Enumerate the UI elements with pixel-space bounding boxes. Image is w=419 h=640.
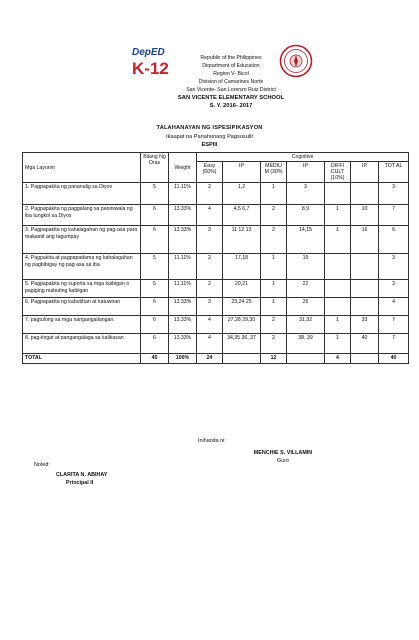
cell-layunin: 5. Pagpapakita ng suporta sa mga kaibigan o pagiging mabuting kaibigan: [23, 280, 141, 298]
header-line: Region V- Bicol: [213, 71, 249, 77]
table-row: [23, 280, 409, 298]
cell-ip: 3: [287, 183, 325, 205]
cell-medium: 1: [261, 280, 287, 298]
noted-label: Noted:: [34, 462, 50, 468]
cell-easy: 3: [197, 298, 223, 316]
cell-oras: 6: [141, 298, 169, 316]
cell-ip: 4,5 6,7: [223, 205, 261, 226]
table-row: [23, 226, 409, 254]
cell-ip: 31,32: [287, 316, 325, 334]
cell-easy: 3: [197, 226, 223, 254]
total-difficult: 4: [325, 354, 351, 364]
table-row: [23, 183, 409, 205]
cell-medium: 1: [261, 298, 287, 316]
cell-oras: 6: [141, 334, 169, 354]
school-name: SAN VICENTE ELEMENTARY SCHOOL: [177, 95, 285, 101]
school-year: S. Y. 2016- 2017: [209, 103, 253, 109]
cell-oras: 5: [141, 280, 169, 298]
table-row: [23, 334, 409, 354]
cell-ip: 20,21: [223, 280, 261, 298]
cell-ip: [351, 280, 379, 298]
cell-ip: [351, 183, 379, 205]
cell-ip: 27,28 29,30: [223, 316, 261, 334]
cell-oras: 6: [141, 316, 169, 334]
title-main: TALAHANAYAN NG ISPESIPIKASYON: [156, 125, 263, 131]
cell-ip: 19: [287, 254, 325, 280]
header-ip: IP: [287, 162, 325, 183]
cell-difficult: 1: [325, 334, 351, 354]
cell-ip: 11 12 13: [223, 226, 261, 254]
total-medium: 12: [261, 354, 287, 364]
cell-difficult: [325, 298, 351, 316]
cell-weight: 13.33%: [169, 205, 197, 226]
deped-logo-text: DepED: [132, 47, 165, 58]
total-row: [23, 354, 409, 364]
cell-difficult: 1: [325, 205, 351, 226]
cell-layunin: 8. pag-iingat at pangangalaga sa kalikasan: [23, 334, 141, 354]
table-row: [23, 316, 409, 334]
cell-layunin: 1. Pagpapakita ng pananalig sa Diyos: [23, 183, 141, 205]
table-row: [23, 205, 409, 226]
k12-logo-text: K-12: [132, 59, 169, 78]
cell-ip: 22: [287, 280, 325, 298]
table-row: [23, 298, 409, 316]
table-of-specifications: [22, 152, 409, 364]
cell-weight: 13.33%: [169, 316, 197, 334]
cell-ip: 8,9: [287, 205, 325, 226]
total-total: 40: [379, 354, 409, 364]
header-total: TOT AL: [379, 162, 409, 183]
total-label: TOTAL: [23, 354, 141, 364]
cell-weight: 13.33%: [169, 298, 197, 316]
cell-ip: 33: [351, 316, 379, 334]
cell-easy: 2: [197, 254, 223, 280]
cell-medium: 2: [261, 205, 287, 226]
cell-medium: 2: [261, 334, 287, 354]
cell-ip: 34,35 36, 37: [223, 334, 261, 354]
cell-ip: [351, 298, 379, 316]
cell-medium: 2: [261, 316, 287, 334]
cell-difficult: [325, 183, 351, 205]
cell-easy: 2: [197, 280, 223, 298]
cell-easy: 2: [197, 183, 223, 205]
cell-oras: 5: [141, 254, 169, 280]
header-weight: Weight: [169, 153, 197, 183]
cell-weight: 11.11%: [169, 254, 197, 280]
total-easy: 24: [197, 354, 223, 364]
cell-ip: 38, 39: [287, 334, 325, 354]
noted-role: Principal II: [66, 480, 94, 486]
title-subject: ESPIII: [201, 142, 218, 148]
cell-total: 3: [379, 254, 409, 280]
cell-total: 7: [379, 205, 409, 226]
cell-layunin: 6. Pagpapakita ng kabutihan at katuwiran: [23, 298, 141, 316]
cell-ip: 16: [351, 226, 379, 254]
header-medium: MEDIU M (30%: [261, 162, 287, 183]
title-sub: Ikaapat na Panahunang Pagsusulit: [166, 133, 253, 140]
cell-oras: 5: [141, 183, 169, 205]
noted-name: CLARITA N. ABIHAY: [56, 472, 108, 478]
cell-weight: 13.33%: [169, 226, 197, 254]
cell-easy: 4: [197, 334, 223, 354]
cell-ip: 10: [351, 205, 379, 226]
cell-layunin: 4. Pagpakita at pagpapadama ng kahalagahan ng pagbibigay ng pag asa sa iba: [23, 254, 141, 280]
cell-ip: 26: [287, 298, 325, 316]
table-row: [23, 254, 409, 280]
cell-total: 7: [379, 316, 409, 334]
cell-ip: 17,18: [223, 254, 261, 280]
cell-ip: 14,15: [287, 226, 325, 254]
cell-ip: 1,2: [223, 183, 261, 205]
header-ip: IP: [223, 162, 261, 183]
header-easy: Easy (60%): [197, 162, 223, 183]
cell-total: 3: [379, 183, 409, 205]
cell-total: 6: [379, 226, 409, 254]
cell-ip: 40: [351, 334, 379, 354]
cell-difficult: 1: [325, 226, 351, 254]
total-weight: 100%: [169, 354, 197, 364]
cell-difficult: [325, 254, 351, 280]
document-title: [0, 124, 419, 150]
cell-medium: 1: [261, 254, 287, 280]
cell-oras: 6: [141, 205, 169, 226]
header-layunin: Mga Layunin: [23, 153, 141, 183]
cell-easy: 4: [197, 316, 223, 334]
header-ip: IP: [351, 162, 379, 183]
cell-total: 4: [379, 298, 409, 316]
cell-layunin: 3. Pagpapakita ng kahalagahan ng pag-asa para makamit ang tagumpay: [23, 226, 141, 254]
cell-easy: 4: [197, 205, 223, 226]
cell-total: 3: [379, 280, 409, 298]
header-cognitive: Cognitive: [197, 153, 409, 162]
school-seal-icon: [279, 44, 313, 78]
cell-layunin: 7. pagtulong sa mga nangangailangan.: [23, 316, 141, 334]
cell-layunin: 2. Pagpapakita ng paggalang sa paniniwala ng iba tungkol sa Diyos: [23, 205, 141, 226]
cell-total: 7: [379, 334, 409, 354]
cell-medium: 1: [261, 183, 287, 205]
letterhead: [0, 38, 419, 138]
cell-weight: 11.11%: [169, 183, 197, 205]
header-line: Division of Camarines Norte: [198, 79, 264, 85]
deped-k12-logo: [128, 44, 172, 78]
total-oras: 45: [141, 354, 169, 364]
cell-weight: 13.33%: [169, 334, 197, 354]
header-bilang-oras: Bilang Ng Oras: [141, 153, 169, 183]
prepared-role: Guro: [277, 458, 289, 464]
cell-oras: 6: [141, 226, 169, 254]
prepared-name: MENCHIE S. VILLAMIN: [253, 450, 313, 456]
cell-medium: 2: [261, 226, 287, 254]
header-line: Republic of the Philippines: [200, 55, 262, 61]
header-difficult: DIFFI CULT (10%): [325, 162, 351, 183]
prepared-label: Inihanda ni:: [198, 438, 226, 444]
header-line: Department of Education: [202, 63, 260, 69]
cell-weight: 11.11%: [169, 280, 197, 298]
header-text: [168, 54, 294, 110]
cell-ip: [351, 254, 379, 280]
cell-difficult: 1: [325, 316, 351, 334]
cell-ip: 23,24 25: [223, 298, 261, 316]
header-line: San Vicente- San Lorenzo Ruiz District: [186, 87, 276, 93]
cell-difficult: [325, 280, 351, 298]
